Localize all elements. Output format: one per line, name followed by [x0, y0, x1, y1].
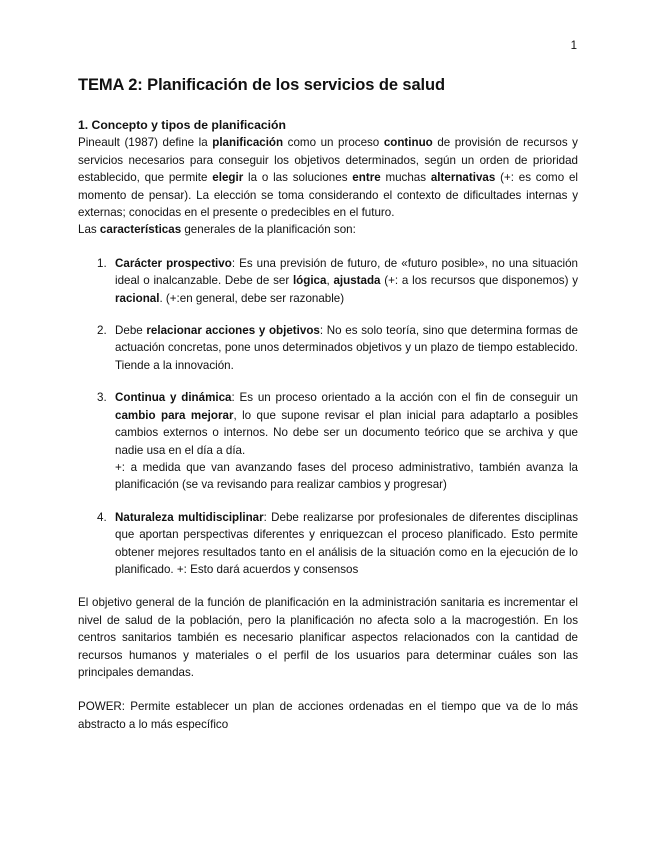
list-item-number: 4.	[97, 510, 107, 524]
section-heading: 1. Concepto y tipos de planificación	[78, 118, 286, 132]
characteristics-list	[78, 255, 578, 579]
text-run: como un proceso	[283, 136, 384, 150]
bold-term: relacionar acciones y objetivos	[146, 324, 320, 338]
list-item-text	[115, 511, 578, 576]
list-item-number: 3.	[97, 391, 107, 405]
text-run: : Es un proceso orientado a la acción con el fin de conseguir un	[231, 391, 578, 405]
bold-term: planificación	[212, 136, 284, 150]
bold-term: Carácter prospectivo	[115, 256, 232, 270]
bold-term: continuo	[383, 136, 433, 150]
intro-paragraph	[78, 134, 578, 221]
list-item-text	[115, 391, 578, 456]
characteristics-intro	[78, 221, 578, 238]
bold-term: entre	[352, 171, 381, 185]
text-run: generales de la planificación son:	[181, 223, 356, 237]
list-item-number: 1.	[97, 256, 107, 270]
text-run: : No es solo teoría, sino que determina formas de actuación concretas, pone unos determinados objetivos y un plazo de tiempo establecido. Tiende a la innovación.	[115, 324, 578, 372]
bold-term: Naturaleza multidisciplinar	[115, 510, 264, 524]
bold-term: lógica	[292, 274, 327, 288]
list-item	[78, 509, 578, 579]
text-run: : Es una previsión de futuro, de «futuro posible», no una situación ideal o inalcanzable. Debe de ser	[115, 256, 578, 288]
bold-term: alternativas	[430, 171, 496, 185]
bold-term: elegir	[212, 171, 244, 185]
text-run: de provisión de recursos y servicios necesarios para conseguir los objetivos determinados, según un orden de prioridad establecido, que permite	[78, 136, 578, 185]
list-item	[78, 389, 578, 493]
list-item-number: 2.	[97, 324, 107, 338]
text-run: . (+:en general, debe ser razonable)	[159, 291, 345, 305]
text-run: : Debe realizarse por profesionales de diferentes disciplinas que aportan perspectivas diferentes y enriquezcan el proceso planificado. Esto permite obtener mejores resultados tanto en el análisis de la situación como en la ejecución de lo planificado. +: Esto dará acuerdos y consensos	[115, 510, 578, 576]
page-title: TEMA 2: Planificación de los servicios de salud	[78, 76, 445, 94]
page-number: 1	[570, 40, 577, 52]
objective-paragraph: El objetivo general de la función de planificación en la administración sanitaria es incrementar el nivel de salud de la población, pero la planificación no afecta solo a la macrogestión. En los centros sanitarios también es necesario planificar aspectos relacionados con la cantidad de recursos humanos y materiales o el perfil de los usuarios para determinar cuáles son las principales demandas.	[78, 596, 578, 679]
list-item-text	[115, 324, 578, 372]
text-run: ,	[326, 274, 334, 288]
list-item	[78, 322, 578, 374]
text-run: , lo que supone revisar el plan inicial para adaptarlo a posibles cambios externos o internos. No debe ser un documento teórico que se archiva y que nadie usa en el día a día.	[115, 408, 578, 457]
text-run: la o las soluciones	[243, 171, 353, 185]
bold-term: Continua y dinámica	[115, 391, 232, 405]
bold-term: racional	[115, 291, 160, 305]
text-run: Pineault (1987) define la	[78, 136, 213, 150]
document-body	[78, 117, 578, 733]
text-run: (+: a los recursos que disponemos) y	[380, 274, 578, 288]
bold-term: ajustada	[333, 274, 381, 288]
bold-term: cambio para mejorar	[115, 408, 234, 422]
text-run: (+: es como el momento de pensar). La elección se toma considerando el contexto de dificultades internas y externas; conocidas en el presente o predecibles en el futuro.	[78, 171, 578, 220]
list-item	[78, 255, 578, 307]
text-run: Debe	[115, 324, 147, 338]
list-item-text	[115, 257, 578, 305]
text-run: Las	[78, 223, 100, 237]
bold-term: características	[99, 223, 182, 237]
text-run: muchas	[380, 171, 431, 185]
power-paragraph: POWER: Permite establecer un plan de acciones ordenadas en el tiempo que va de lo más abstracto a lo más específico	[78, 700, 578, 731]
list-item-note: +: a medida que van avanzando fases del proceso administrativo, también avanza la planificación (se va revisando para realizar cambios y progresar)	[115, 460, 578, 492]
